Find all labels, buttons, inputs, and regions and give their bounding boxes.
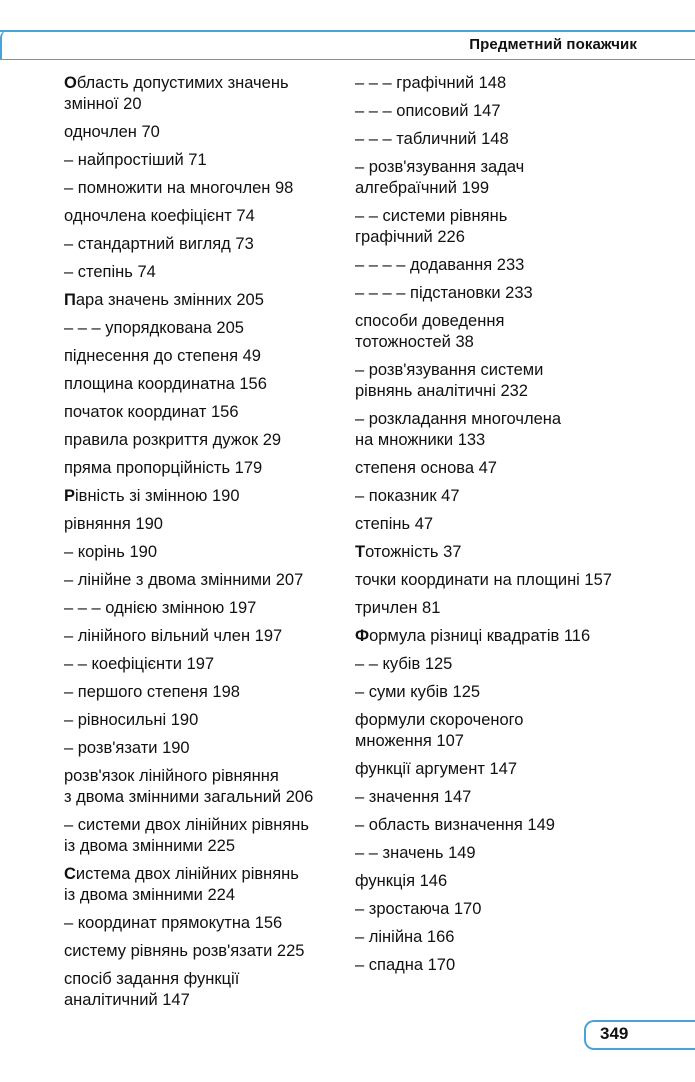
index-entry-line: одночлена коефіцієнт 74 bbox=[64, 207, 255, 225]
index-entry bbox=[64, 864, 349, 906]
index-entry-line: алгебраїчний 199 bbox=[355, 179, 490, 197]
index-entry-line: степінь 47 bbox=[355, 515, 434, 533]
index-entry bbox=[355, 311, 655, 353]
index-entry bbox=[355, 899, 655, 920]
index-entry bbox=[355, 787, 655, 808]
index-entry bbox=[355, 843, 655, 864]
index-entry-line: піднесення до степеня 49 bbox=[64, 347, 261, 365]
index-entry-line: – – – графічний 148 bbox=[355, 74, 507, 92]
index-entry-line: – координат прямокутна 156 bbox=[64, 914, 283, 932]
index-entry-line: – лінійне з двома змінними 207 bbox=[64, 571, 304, 589]
page-header-title: Предметний покажчик bbox=[469, 36, 637, 53]
index-entry-line: правила розкриття дужок 29 bbox=[64, 431, 282, 449]
index-entry-line: Область допустимих значень bbox=[64, 74, 289, 92]
index-entry bbox=[64, 766, 349, 808]
index-entry bbox=[355, 759, 655, 780]
index-entry-line: – лінійного вільний член 197 bbox=[64, 627, 283, 645]
index-entry bbox=[64, 626, 349, 647]
index-entry-line: функція 146 bbox=[355, 872, 448, 890]
index-entry bbox=[64, 122, 349, 143]
index-entry bbox=[64, 486, 349, 507]
index-entry-line: – лінійна 166 bbox=[355, 928, 455, 946]
index-entry bbox=[64, 234, 349, 255]
index-entry-line: із двома змінними 225 bbox=[64, 837, 235, 855]
index-entry bbox=[355, 626, 655, 647]
index-entry-line: функції аргумент 147 bbox=[355, 760, 517, 778]
index-entry bbox=[355, 486, 655, 507]
index-entry bbox=[64, 150, 349, 171]
index-entry-line: – – – упорядкована 205 bbox=[64, 319, 244, 337]
index-entry-line: одночлен 70 bbox=[64, 123, 160, 141]
index-entry bbox=[355, 101, 655, 122]
index-entry bbox=[64, 542, 349, 563]
index-entry-line: розв'язок лінійного рівняння bbox=[64, 767, 279, 785]
index-entry-line: – корінь 190 bbox=[64, 543, 158, 561]
index-entry bbox=[64, 206, 349, 227]
index-entry bbox=[355, 682, 655, 703]
index-entry-line: із двома змінними 224 bbox=[64, 886, 235, 904]
index-entry bbox=[64, 570, 349, 591]
index-entry bbox=[355, 458, 655, 479]
index-entry-line: – розкладання многочлена bbox=[355, 410, 562, 428]
index-entry bbox=[355, 514, 655, 535]
index-entry-line: Рівність зі змінною 190 bbox=[64, 487, 240, 505]
index-entry bbox=[355, 255, 655, 276]
index-entry bbox=[64, 738, 349, 759]
index-entry bbox=[64, 941, 349, 962]
index-entry-line: змінної 20 bbox=[64, 95, 142, 113]
index-entry-line: – – значень 149 bbox=[355, 844, 476, 862]
index-entry bbox=[64, 458, 349, 479]
index-entry bbox=[355, 871, 655, 892]
index-entry-line: – помножити на многочлен 98 bbox=[64, 179, 294, 197]
index-entry-line: – першого степеня 198 bbox=[64, 683, 240, 701]
index-entry bbox=[64, 318, 349, 339]
index-entry-line: формули скороченого bbox=[355, 711, 524, 729]
index-entry bbox=[355, 815, 655, 836]
index-entry-line: – зростаюча 170 bbox=[355, 900, 482, 918]
index-entry-line: множення 107 bbox=[355, 732, 464, 750]
index-entry-line: площина координатна 156 bbox=[64, 375, 267, 393]
index-entry-line: – найпростіший 71 bbox=[64, 151, 207, 169]
index-entry bbox=[355, 598, 655, 619]
index-entry-line: – показник 47 bbox=[355, 487, 460, 505]
index-entry-line: рівнянь аналітичні 232 bbox=[355, 382, 528, 400]
index-entry-line: – розв'язування системи bbox=[355, 361, 544, 379]
index-entry-line: – – – – додавання 233 bbox=[355, 256, 525, 274]
index-entry-line: – область визначення 149 bbox=[355, 816, 555, 834]
index-column-right bbox=[355, 73, 655, 983]
index-entry bbox=[64, 514, 349, 535]
index-entry-line: на множники 133 bbox=[355, 431, 486, 449]
index-entry-line: – суми кубів 125 bbox=[355, 683, 481, 701]
index-entry-line: – значення 147 bbox=[355, 788, 472, 806]
index-entry-line: – – – описовий 147 bbox=[355, 102, 501, 120]
index-entry bbox=[355, 570, 655, 591]
index-entry bbox=[355, 73, 655, 94]
index-entry-line: пряма пропорційність 179 bbox=[64, 459, 263, 477]
index-entry-line: Пара значень змінних 205 bbox=[64, 291, 264, 309]
index-entry-line: – – – однією змінною 197 bbox=[64, 599, 257, 617]
index-entry-line: тричлен 81 bbox=[355, 599, 441, 617]
index-entry-line: рівняння 190 bbox=[64, 515, 163, 533]
index-entry bbox=[355, 206, 655, 248]
index-entry-line: графічний 226 bbox=[355, 228, 465, 246]
index-column-left bbox=[64, 73, 349, 1018]
index-entry bbox=[64, 346, 349, 367]
index-entry-line: – степінь 74 bbox=[64, 263, 156, 281]
index-entry-line: Система двох лінійних рівнянь bbox=[64, 865, 299, 883]
index-entry-line: з двома змінними загальний 206 bbox=[64, 788, 314, 806]
index-entry-line: – стандартний вигляд 73 bbox=[64, 235, 254, 253]
index-entry bbox=[64, 815, 349, 857]
index-entry-line: спосіб задання функції bbox=[64, 970, 240, 988]
index-entry bbox=[64, 710, 349, 731]
index-entry bbox=[64, 290, 349, 311]
index-entry bbox=[355, 710, 655, 752]
index-entry bbox=[355, 157, 655, 199]
index-entry-line: – – коефіцієнти 197 bbox=[64, 655, 215, 673]
index-entry bbox=[355, 129, 655, 150]
index-entry bbox=[64, 262, 349, 283]
index-entry bbox=[355, 360, 655, 402]
index-entry-line: – – кубів 125 bbox=[355, 655, 453, 673]
index-entry-line: – спадна 170 bbox=[355, 956, 456, 974]
index-entry bbox=[355, 654, 655, 675]
index-entry bbox=[64, 598, 349, 619]
index-entry-line: початок координат 156 bbox=[64, 403, 239, 421]
index-entry bbox=[64, 654, 349, 675]
index-entry-line: – розв'язати 190 bbox=[64, 739, 190, 757]
index-entry bbox=[64, 682, 349, 703]
index-entry-line: систему рівнянь розв'язати 225 bbox=[64, 942, 305, 960]
index-entry bbox=[64, 969, 349, 1011]
index-entry-line: – рівносильні 190 bbox=[64, 711, 199, 729]
index-entry bbox=[355, 283, 655, 304]
index-entry bbox=[64, 402, 349, 423]
index-entry bbox=[355, 542, 655, 563]
index-entry bbox=[64, 913, 349, 934]
index-entry-line: – – – – підстановки 233 bbox=[355, 284, 533, 302]
index-entry bbox=[64, 73, 349, 115]
index-entry-line: точки координати на площині 157 bbox=[355, 571, 612, 589]
index-entry-line: – – системи рівнянь bbox=[355, 207, 508, 225]
index-entry-line: Тотожність 37 bbox=[355, 543, 462, 561]
index-entry-line: Формула різниці квадратів 116 bbox=[355, 627, 591, 645]
index-entry-line: – системи двох лінійних рівнянь bbox=[64, 816, 310, 834]
index-entry-line: тотожностей 38 bbox=[355, 333, 474, 351]
index-entry bbox=[64, 178, 349, 199]
index-entry-line: аналітичний 147 bbox=[64, 991, 190, 1009]
index-entry bbox=[64, 374, 349, 395]
index-entry-line: – розв'язування задач bbox=[355, 158, 525, 176]
index-entry bbox=[355, 927, 655, 948]
index-entry-line: степеня основа 47 bbox=[355, 459, 497, 477]
index-entry-line: способи доведення bbox=[355, 312, 505, 330]
index-entry bbox=[355, 409, 655, 451]
page-number: 349 bbox=[600, 1024, 629, 1043]
index-entry bbox=[64, 430, 349, 451]
index-entry-line: – – – табличний 148 bbox=[355, 130, 509, 148]
index-entry bbox=[355, 955, 655, 976]
